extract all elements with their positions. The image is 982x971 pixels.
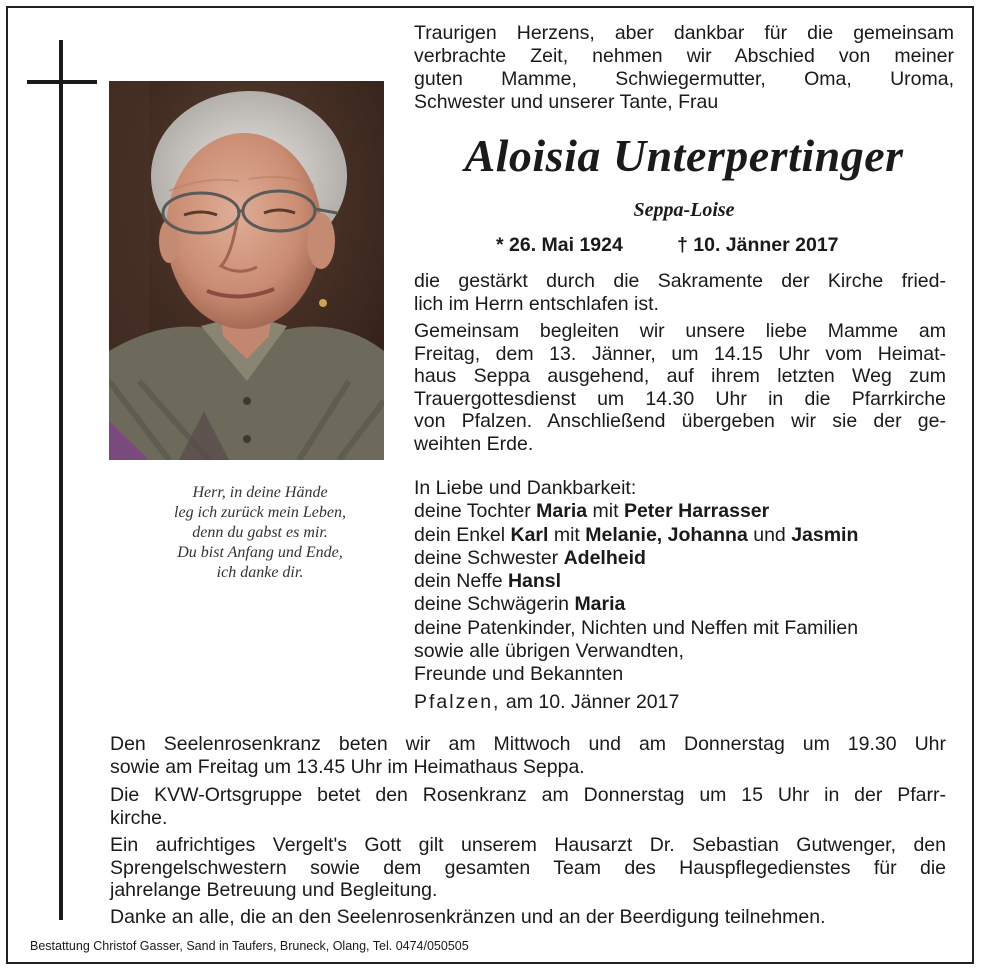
deceased-name: Aloisia Unterpertinger [464, 130, 904, 181]
paragraph-line: Trauergottesdienst um 14.30 Uhr in die Pfarrkirche [414, 387, 946, 410]
mourner-line: deine Tochter Maria mit Peter Harrasser [414, 500, 770, 523]
rosary-info [110, 733, 946, 778]
intro-line: Schwester und unserer Tante, Frau [414, 91, 719, 113]
rosary-line: Den Seelenrosenkranz beten wir am Mittwoch und am Donnerstag um 19.30 Uhr [110, 733, 946, 755]
thanks-line: Ein aufrichtiges Vergelt's Gott gilt unserem Hausarzt Dr. Sebastian Gutwenger, den [110, 834, 946, 856]
mourner-line: deine Schwägerin Maria [414, 593, 626, 616]
intro-text [414, 22, 954, 114]
kvw-line: Die KVW-Ortsgruppe betet den Rosenkranz am Donnerstag um 15 Uhr in der Pfarr- [110, 784, 946, 806]
paragraph-sacraments [414, 270, 946, 315]
cross-icon-bar [27, 80, 97, 84]
notice-date: am 10. Jänner 2017 [500, 691, 680, 713]
intro-line: guten Mamme, Schwiegermutter, Oma, Uroma, [414, 68, 954, 90]
mourner-line: deine Patenkinder, Nichten und Neffen mit Familien [414, 616, 859, 639]
thanks-line: jahrelange Betreuung und Begleitung. [110, 879, 438, 901]
intro-line: verbrachte Zeit, nehmen wir Abschied von meiner [414, 45, 954, 67]
mourner-line: sowie alle übrigen Verwandten, [414, 640, 684, 663]
mourners-heading: In Liebe und Dankbarkeit: [414, 477, 637, 499]
paragraph-line: von Pfalzen. Anschließend übergeben wir sie der ge- [414, 410, 946, 432]
verse-line: ich danke dir. [216, 564, 304, 581]
paragraph-funeral [414, 320, 946, 455]
cross-icon [59, 40, 63, 920]
paragraph-line: die gestärkt durch die Sakramente der Kirche fried- [414, 270, 946, 292]
place-date [414, 690, 679, 714]
verse [110, 483, 410, 583]
verse-line: Herr, in deine Hände [192, 484, 328, 501]
closing-line: Danke an alle, die an den Seelenrosenkränzen und an der Beerdigung teilnehmen. [110, 906, 826, 928]
funeral-home-footer: Bestattung Christof Gasser, Sand in Taufers, Bruneck, Olang, Tel. 0474/050505 [30, 939, 469, 953]
paragraph-line: weihten Erde. [414, 432, 534, 455]
mourner-line: Freunde und Bekannten [414, 663, 624, 686]
paragraph-line: haus Seppa ausgehend, auf ihrem letzten Weg zum [414, 365, 946, 387]
birth-date: * 26. Mai 1924 [496, 234, 623, 256]
place-name: Pfalzen, [414, 691, 501, 713]
rosary-line: sowie am Freitag um 13.45 Uhr im Heimathaus Seppa. [110, 755, 585, 778]
mourner-line: dein Enkel Karl mit Melanie, Johanna und Jasmin [414, 523, 859, 546]
paragraph-line: lich im Herrn entschlafen ist. [414, 292, 659, 315]
kvw-info [110, 784, 946, 829]
verse-line: Du bist Anfang und Ende, [177, 544, 343, 561]
kvw-line: kirche. [110, 806, 168, 829]
paragraph-line: Gemeinsam begleiten wir unsere liebe Mamme am [414, 320, 946, 342]
death-date: † 10. Jänner 2017 [677, 234, 839, 256]
mourners-list [414, 477, 954, 687]
mourner-line: dein Neffe Hansl [414, 570, 562, 593]
portrait-photo [109, 81, 384, 460]
thanks-line: Sprengelschwestern sowie dem gesamten Team des Hauspflegedienstes für die [110, 856, 946, 879]
paragraph-line: Freitag, dem 13. Jänner, um 14.15 Uhr vom Heimat- [414, 342, 946, 365]
closing-info [110, 906, 946, 929]
mourner-line: deine Schwester Adelheid [414, 546, 646, 569]
verse-line: leg ich zurück mein Leben, [174, 504, 346, 521]
intro-line: Traurigen Herzens, aber dankbar für die gemeinsam [414, 22, 954, 44]
verse-line: denn du gabst es mir. [192, 524, 328, 541]
deceased-nickname: Seppa-Loise [633, 199, 735, 221]
thanks-info [110, 834, 946, 902]
